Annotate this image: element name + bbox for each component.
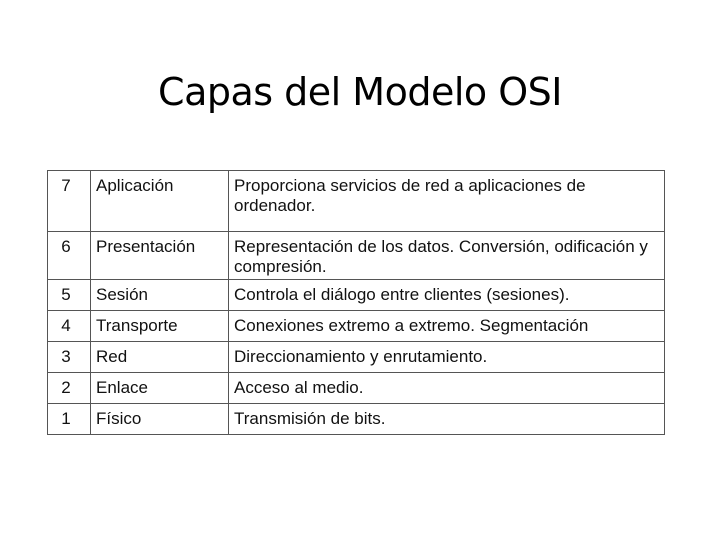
layer-description: Acceso al medio. — [229, 373, 665, 404]
layer-name: Transporte — [91, 311, 229, 342]
osi-layers-table — [47, 170, 665, 435]
table-row — [48, 404, 665, 435]
table-row — [48, 232, 665, 280]
layer-number: 7 — [48, 171, 91, 232]
layer-name: Red — [91, 342, 229, 373]
layer-description: Conexiones extremo a extremo. Segmentación — [229, 311, 665, 342]
layer-description: Proporciona servicios de red a aplicaciones de ordenador. — [229, 171, 665, 232]
layer-number: 4 — [48, 311, 91, 342]
table-row — [48, 373, 665, 404]
layer-number: 1 — [48, 404, 91, 435]
layer-name: Físico — [91, 404, 229, 435]
table-row — [48, 171, 665, 232]
slide-title: Capas del Modelo OSI — [158, 70, 562, 114]
layer-name: Sesión — [91, 280, 229, 311]
layer-number: 3 — [48, 342, 91, 373]
layer-number: 5 — [48, 280, 91, 311]
table-row — [48, 311, 665, 342]
table-row — [48, 280, 665, 311]
layer-name: Aplicación — [91, 171, 229, 232]
layer-number: 6 — [48, 232, 91, 280]
table-row — [48, 342, 665, 373]
layer-name: Presentación — [91, 232, 229, 280]
layer-name: Enlace — [91, 373, 229, 404]
layer-description: Controla el diálogo entre clientes (sesiones). — [229, 280, 665, 311]
layer-description: Representación de los datos. Conversión, odificación y compresión. — [229, 232, 665, 280]
layer-description: Transmisión de bits. — [229, 404, 665, 435]
layer-description: Direccionamiento y enrutamiento. — [229, 342, 665, 373]
layer-number: 2 — [48, 373, 91, 404]
